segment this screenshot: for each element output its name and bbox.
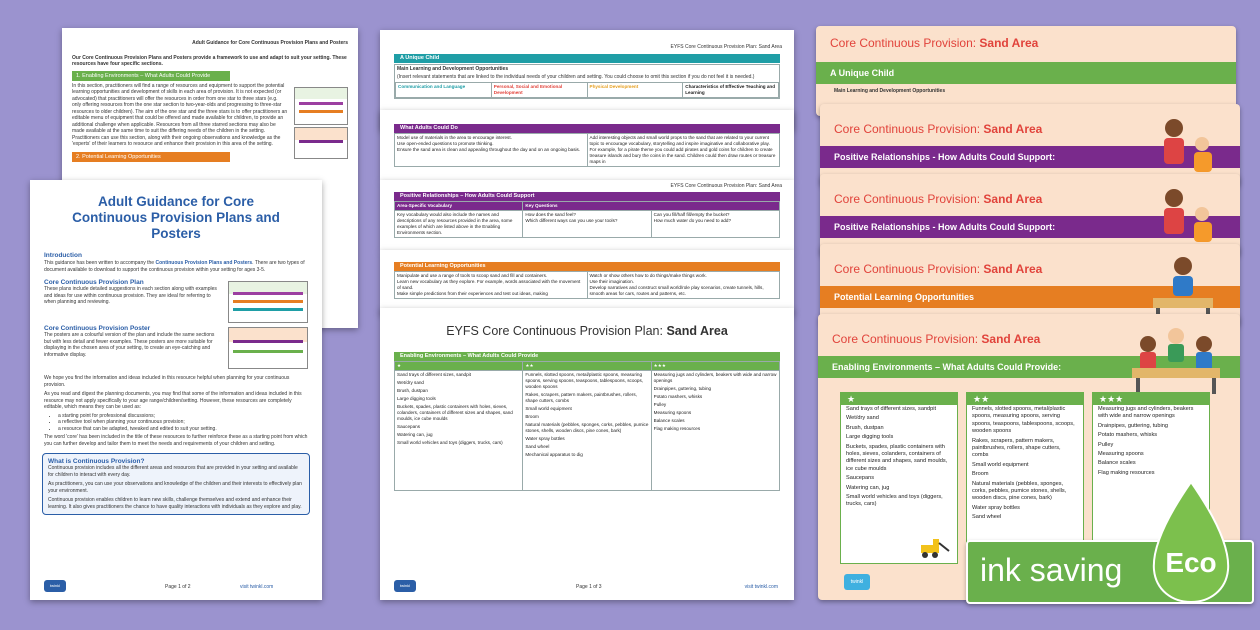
continuous-provision-box — [42, 453, 310, 515]
unique-child-note: (Insert relevant statements that are linked to the individual needs of your children and setting. You could choose to omit this section if you do not feel it is needed.) — [397, 73, 755, 80]
list-item: Use open-ended questions to promote thinking. — [397, 141, 494, 146]
list-item: Potato mashers, whisks — [653, 394, 703, 399]
list-item: Make simple predictions from their experiences and test out ideas, making — [397, 291, 548, 296]
box-heading: What is Continuous Provision? — [48, 458, 145, 465]
unique-child-heading: Main Learning and Development Opportunities — [397, 66, 509, 72]
list-item: Pulley — [653, 402, 667, 407]
unique-col-cotl: Characteristics of Effective Teaching and Learning — [683, 83, 779, 98]
unique-col-psed: Personal, Social and Emotional Development — [491, 83, 587, 98]
poster-title: Core Continuous Provision: Sand Area — [830, 36, 1039, 50]
pr-questions-left — [523, 211, 651, 238]
children-playing-illustration — [1146, 108, 1226, 184]
poster-heading: Core Continuous Provision Poster — [44, 325, 151, 332]
list-item: Model use of materials in the area to encourage interest. — [397, 135, 512, 140]
list-item: Small world vehicles and toys (diggers, trucks, cars) — [397, 440, 503, 445]
list-item: Watering can, jug — [846, 484, 890, 491]
list-item: Flag making resources — [1098, 469, 1155, 476]
guidance-title: Adult Guidance for Core Continuous Provision Plans and Posters — [72, 194, 280, 241]
poster-title: Core Continuous Provision: Sand Area — [832, 332, 1041, 346]
pr-questions-right — [651, 211, 779, 238]
poster-subheading: Main Learning and Development Opportunities — [834, 88, 946, 94]
intro-paragraph: This guidance has been written to accompany the Continuous Provision Plans and Posters. There are two types of document available to download to support the continuous provision within your setting for ages 3-5. — [44, 260, 305, 273]
list-item: Can you fill/half fill/empty the bucket? — [653, 212, 730, 217]
twinkl-logo: twinkl — [844, 574, 870, 590]
list-item: Brush, dustpan — [397, 388, 428, 393]
list-item: Sand trays of different sizes, sandpit — [846, 406, 937, 412]
list-item: Small world vehicles and toys (diggers, trucks, cars) — [846, 494, 943, 508]
list-item: Use their imagination. — [589, 279, 634, 284]
plan-heading: Core Continuous Provision Plan — [44, 279, 144, 286]
list-item: Saucepans — [397, 424, 420, 429]
list-item: Sand trays of different sizes, sandpit — [397, 372, 471, 377]
ee-band: Enabling Environments – What Adults Could Provide — [394, 352, 780, 361]
wacd-left — [395, 134, 588, 167]
list-item: Saucepans — [846, 475, 874, 482]
plan-text: These plans include detailed suggestions in each section along with examples and ideas for use within continuous provision. They are ideal for referring to when planning and reviewing. — [44, 286, 217, 305]
core-text: The word 'core' has been included in the title of these resources to further reinforce these as a starting point from which you can further develop and tailor them to meet the needs and requirements of your children and setting. — [44, 434, 308, 447]
list-item: Measuring jugs and cylinders, beakers with wide and narrow openings — [653, 372, 777, 383]
page-number: Page 1 of 3 — [576, 583, 602, 590]
footer-url: visit twinkl.com — [744, 583, 778, 590]
use-list-item: • a resource that can be adapted, tweaked and edited to suit your setting. — [58, 426, 308, 433]
intro-heading: Introduction — [44, 252, 82, 259]
list-item: Water spray bottles — [525, 436, 565, 441]
list-item: Pulley — [1098, 441, 1114, 448]
pr-band: Positive Relationships – How Adults Could Support — [394, 192, 780, 201]
list-item: Rakes, scrapers, pattern makers, paintbrushes, rollers, shape cutters, combs — [525, 392, 637, 403]
list-item: Sand wheel — [972, 514, 1002, 521]
list-item: Small world equipment — [972, 461, 1029, 468]
list-item: Water spray bottles — [972, 504, 1020, 511]
list-item: Small world equipment — [525, 406, 572, 411]
back-section1-heading: 1. Enabling Environments – What Adults Could Provide — [72, 71, 230, 81]
use-list-item: • a reflective tool when planning your continuous provision; — [58, 419, 308, 426]
list-item: Learn new vocabulary as they explore. For example, words associated with the movement of sand. — [397, 279, 581, 290]
digger-icon — [917, 537, 953, 559]
box-text: As practitioners, you can use your observations and knowledge of the children and their interests to effectively plan your environment. — [48, 481, 302, 494]
plan-page-positive-relationships — [380, 180, 794, 250]
list-item: Measuring spoons — [1098, 451, 1144, 458]
twinkl-logo: twinkl — [44, 580, 66, 592]
list-item: Broom — [972, 471, 989, 478]
list-item: Drainpipes, guttering, tubing — [1098, 422, 1168, 429]
unique-col-pd: Physical Development — [587, 83, 683, 98]
plo-left — [395, 272, 588, 299]
wacd-right: Add interesting objects and small world props to the sand that are related to your current topic to encourage vocabulary, storytelling and inspire imaginative and collaborative play. For example, for a pirate theme you could add pirates and gold coins for children to create treasure islands and bury the coins in the sand. Children could then draw routes or treasure maps in — [587, 134, 780, 167]
list-item: How much water do you need to add? — [653, 218, 732, 223]
list-item: Funnels, slotted spoons, metal/plastic spoons, measuring spoons, serving spoons, teaspoons, tablespoons, scoops, wooden spoons — [525, 372, 644, 389]
list-item: Mechanical apparatus to dig — [525, 452, 583, 457]
list-item: Ensure the sand area is clean and appealing throughout the day and on an ongoing basis. — [397, 147, 581, 152]
pr-col-questions: Key Questions — [523, 202, 780, 211]
page-number: Page 1 of 2 — [165, 583, 191, 590]
back-header: Adult Guidance for Core Continuous Provision Plans and Posters — [192, 40, 348, 46]
list-item: Wet/dry sand — [846, 415, 879, 422]
list-item: Buckets, spades, plastic containers with holes, sieves, colanders, containers of different sizes and shapes, sand moulds, ice cube moulds — [846, 443, 948, 472]
unique-col-cl: Communication and Language — [396, 83, 492, 98]
poster-text: The posters are a colourful version of the plan and include the same sections but with less detail and fewer examples. These posters are more suitable for displaying in the chosen area of your setting, to create an eye-catching and informative display. — [44, 332, 215, 358]
footer-url: visit twinkl.com — [240, 583, 274, 590]
box-text: Continuous provision enables children to learn new skills, challenge themselves and extend and enhance their learning. It also gives practitioners the chance to have quality interactions with individuals as they explore and play. — [48, 497, 302, 510]
pr-col-vocab: Area-Specific Vocabulary — [395, 202, 523, 211]
plo-right — [587, 272, 780, 299]
poster-preview-image — [228, 327, 308, 369]
pr-vocab-text: Key vocabulary would also include the names and descriptions of any resources provided in the area, some examples of which are listed above in the Enabling Environments section. — [395, 211, 523, 238]
list-item: Measuring jugs and cylinders, beakers with wide and narrow openings — [1098, 406, 1194, 420]
list-item: Flag making resources — [653, 426, 701, 431]
back-intro: Our Core Continuous Provision Plans and Posters provide a framework to use and adapt to suit your setting. These resources have four specific sections. — [72, 54, 347, 67]
use-list — [52, 413, 308, 433]
list-item: Measuring spoons — [653, 410, 692, 415]
eco-leaf-icon — [1146, 478, 1236, 608]
star-1-header: ★ — [395, 362, 523, 371]
star-2-header: ★★ — [523, 362, 651, 371]
plan-title: EYFS Core Continuous Provision Plan: Sand Area — [446, 324, 728, 338]
unique-child-band: A Unique Child — [394, 54, 780, 63]
list-item: Rakes, scrapers, pattern makers, paintbrushes, rollers, shape cutters, combs — [972, 437, 1061, 459]
list-item: Large digging tools — [846, 434, 894, 441]
plan-thumbnail — [294, 87, 348, 125]
list-item: Potato mashers, whisks — [1098, 432, 1158, 439]
plan-page-what-adults-could-do — [380, 110, 794, 180]
plo-band: Potential Learning Opportunities — [394, 262, 780, 271]
children-at-table-illustration — [1128, 322, 1224, 396]
plan-col-3 — [651, 371, 779, 491]
poster-title: Core Continuous Provision: Sand Area — [834, 122, 1043, 136]
star-1-header: ★ — [841, 393, 957, 405]
list-item: Manipulate and use a range of tools to scoop sand and fill and containers. — [397, 273, 548, 278]
twinkl-logo: twinkl — [394, 580, 416, 592]
adapt-text: As you read and digest the planning documents, you may find that some of the information and ideas included in this resource may not apply specifically to your age range/children/setting. However, these resources are completely editable, which means they can be used as: — [44, 391, 302, 410]
list-item: Which different ways can you use your tools? — [525, 218, 618, 223]
plan-header: EYFS Core Continuous Provision Plan: Sand Area — [670, 183, 782, 189]
plan-page-learning-opportunities — [380, 250, 794, 314]
plan-col-1 — [395, 371, 523, 491]
list-item: Buckets, spades, plastic containers with holes, sieves, colanders, containers of different sizes and shapes, sand moulds, ice cube moulds — [397, 404, 513, 421]
poster-col-2 — [966, 392, 1084, 564]
poster-band: Potential Learning Opportunities — [820, 286, 1240, 308]
poster-band: Enabling Environments – What Adults Could Provide: — [818, 356, 1240, 378]
star-3-header: ★★★ — [651, 362, 779, 371]
star-2-header: ★★ — [967, 393, 1083, 405]
eco-label: Eco — [1165, 547, 1217, 578]
list-item: How does the sand feel? — [525, 212, 576, 217]
star-3-header: ★★★ — [1093, 393, 1209, 405]
list-item: Funnels, slotted spoons, metal/plastic spoons, measuring spoons, serving spoons, teaspoons, tablespoons, scoops, wooden spoons — [972, 406, 1075, 435]
use-list-item: • a starting point for professional discussions; — [58, 413, 308, 420]
ink-saving-label: ink saving — [980, 552, 1123, 588]
list-item: Watch or show others how to do things/make things work. — [589, 273, 707, 278]
child-at-sand-tray-illustration — [1148, 248, 1218, 322]
poster-title: Core Continuous Provision: Sand Area — [834, 262, 1043, 276]
poster-band: A Unique Child — [816, 62, 1236, 84]
list-item: Large digging tools — [397, 396, 436, 401]
list-item: Sand wheel — [525, 444, 550, 449]
box-text: Continuous provision includes all the different areas and resources that are provided in your setting and available for children to interact with every day. — [48, 465, 298, 478]
poster-col-1 — [840, 392, 958, 564]
plan-header: EYFS Core Continuous Provision Plan: Sand Area — [670, 44, 782, 50]
list-item: Natural materials (pebbles, sponges, corks, pebbles, pumice stones, shells, wooden discs, pine cones, bark) — [525, 422, 649, 433]
list-item: Broom — [525, 414, 539, 419]
plan-col-2 — [523, 371, 651, 491]
list-item: Balance scales — [653, 418, 685, 423]
poster-band: Positive Relationships - How Adults Could Support: — [820, 146, 1240, 168]
wacd-band: What Adults Could Do — [394, 124, 780, 133]
intro-link[interactable]: Continuous Provision Plans and Posters — [155, 260, 253, 266]
list-item: Wet/dry sand — [397, 380, 424, 385]
plan-page-front — [380, 308, 794, 600]
list-item: Watering can, jug — [397, 432, 433, 437]
poster-thumbnail — [294, 127, 348, 159]
poster-unique-child — [816, 26, 1236, 116]
list-item: Balance scales — [1098, 460, 1136, 467]
list-item: Natural materials (pebbles, sponges, corks, pebbles, pumice stones, shells, wooden discs, pine cones, bark) — [972, 480, 1067, 502]
list-item: Brush, dustpan — [846, 424, 884, 431]
back-section1-text: In this section, practitioners will find a range of resources and equipment to support the potential learning opportunities and development of skills in each area of provision. It is not expected (or advocated) that practitioners will offer the resources in order from one star to three stars (e.g. only offering resources from the one star section to two-year-olds and progressing to three-star resources to older children). The aim of the one star and the three stars is to offer practitioners an editable menu of equipment that could be offered and made available for children, to provide an additional challenge when applicable. Resources from all three starred sections may also be made available at the same time to suit the differing needs of the children in the setting. Practitioners can use this section, along with their ongoing observations and knowledge as the 'experts' of their learners to resource and enhance their provision in this area of the setting. — [72, 82, 288, 147]
poster-title: Core Continuous Provision: Sand Area — [834, 192, 1043, 206]
back-section2-heading: 2. Potential Learning Opportunities — [72, 152, 230, 162]
list-item: Drainpipes, guttering, tubing — [653, 386, 712, 391]
guidance-page-front — [30, 180, 322, 600]
hope-text: We hope you find the information and ideas included in this resource helpful when planning for your continuous provision. — [44, 375, 290, 388]
children-playing-illustration — [1146, 178, 1226, 254]
list-item: Develop narratives and construct small world/role play scenarios, create tunnels, hills, smooth areas for cars, routes and patterns, etc. — [589, 285, 764, 296]
plan-preview-image — [228, 281, 308, 323]
poster-band: Positive Relationships - How Adults Could Support: — [820, 216, 1240, 238]
